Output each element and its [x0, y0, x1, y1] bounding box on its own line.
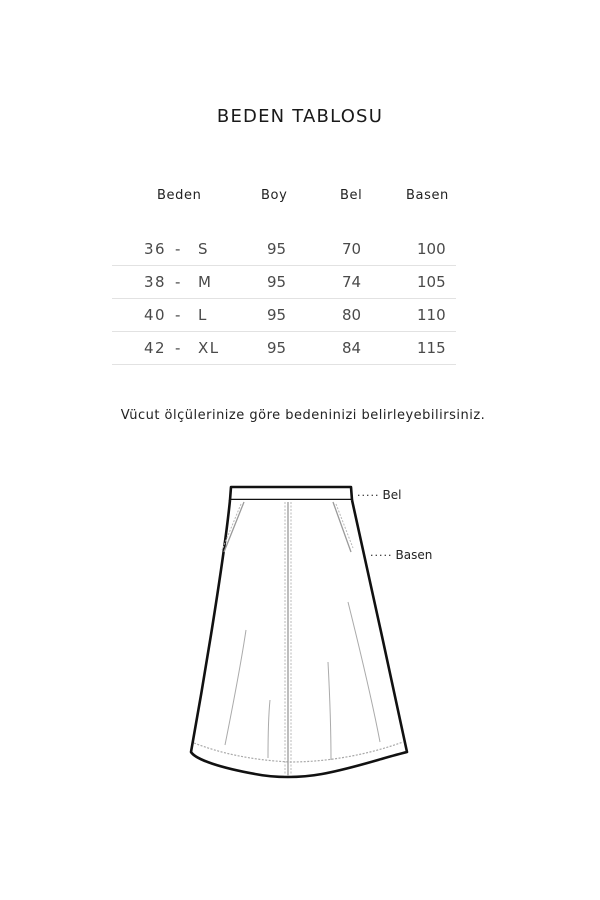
table-row [112, 266, 456, 299]
boy-value: 95 [267, 339, 287, 357]
skirt-outline [191, 500, 407, 777]
size-table [112, 188, 456, 357]
table-row [112, 233, 456, 266]
table-row [112, 332, 456, 365]
basen-value: 100 [417, 240, 446, 258]
basen-label [370, 548, 432, 562]
size-separator: - [175, 339, 181, 357]
bel-value: 80 [342, 306, 362, 324]
bel-value: 70 [342, 240, 362, 258]
table-row [112, 299, 456, 332]
basen-label-text: Basen [395, 548, 433, 562]
sizing-note: Vücut ölçülerinize göre bedeninizi belirleyebilirsiniz. [120, 408, 486, 423]
boy-value: 95 [267, 306, 287, 324]
size-letter: M [198, 273, 213, 291]
bel-value: 84 [342, 339, 362, 357]
header-boy: Boy [261, 188, 288, 203]
size-letter: XL [198, 339, 220, 357]
skirt-illustration-icon [170, 470, 450, 800]
basen-value: 105 [417, 273, 446, 291]
size-separator: - [175, 306, 181, 324]
table-body [112, 233, 456, 365]
boy-value: 95 [267, 240, 287, 258]
bel-label-text: Bel [382, 488, 402, 502]
size-number: 36 [144, 240, 167, 258]
size-separator: - [175, 273, 181, 291]
bel-label [357, 488, 401, 502]
bel-value: 74 [342, 273, 362, 291]
basen-value: 110 [417, 306, 446, 324]
size-number: 42 [144, 339, 167, 357]
header-basen: Basen [406, 188, 449, 203]
boy-value: 95 [267, 273, 287, 291]
basen-value: 115 [417, 339, 446, 357]
size-letter: S [198, 240, 210, 258]
waistband-outline [230, 487, 352, 500]
size-number: 38 [144, 273, 167, 291]
header-bel: Bel [340, 188, 363, 203]
table-header [112, 188, 456, 214]
header-beden: Beden [157, 188, 202, 203]
leader-dots: ····· [370, 549, 393, 562]
leader-dots: ····· [357, 489, 380, 502]
page-title: BEDEN TABLOSU [216, 106, 384, 127]
size-number: 40 [144, 306, 167, 324]
size-letter: L [198, 306, 208, 324]
size-separator: - [175, 240, 181, 258]
